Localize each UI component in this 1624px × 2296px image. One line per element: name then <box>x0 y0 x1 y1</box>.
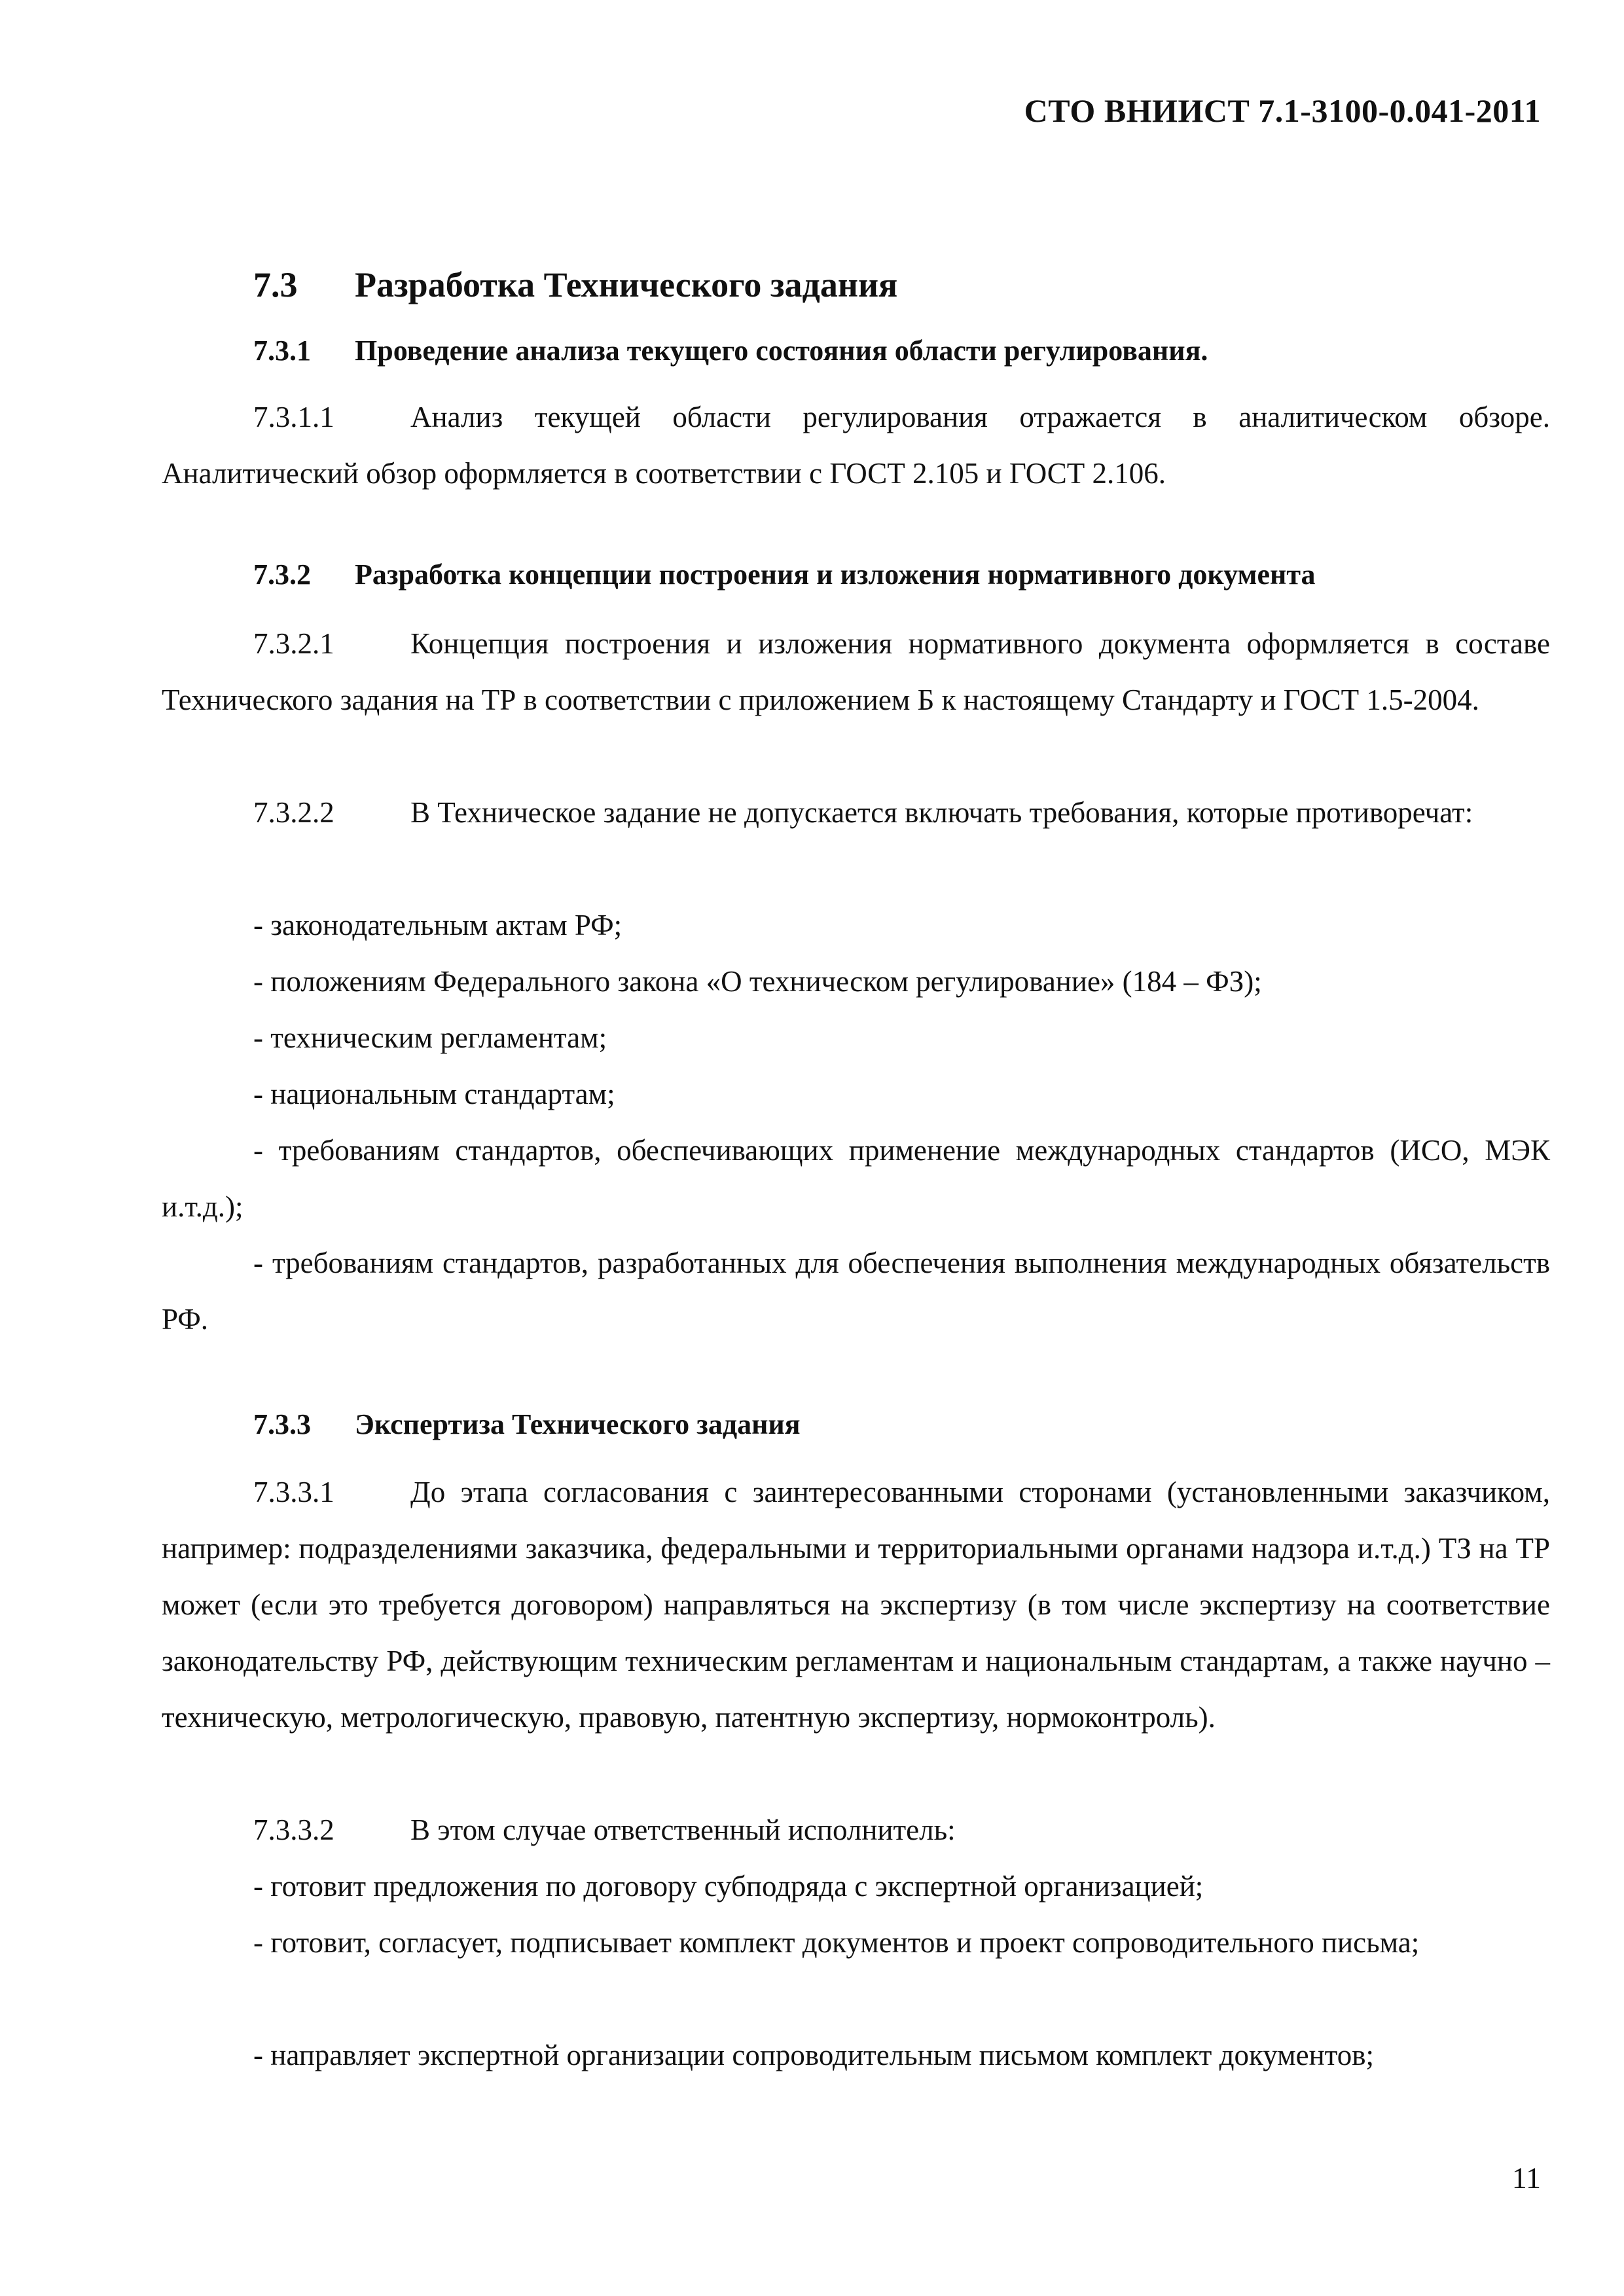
list-item: - готовит, согласует, подписывает комплект документов и проект сопроводительного письма; <box>253 1926 1420 1959</box>
list-item: - законодательным актам РФ; <box>253 909 623 941</box>
list-item: - готовит предложения по договору субподряда с экспертной организацией; <box>253 1870 1204 1903</box>
paragraph-7332 <box>162 1802 1550 1858</box>
paragraph-text: В этом случае ответственный исполнитель: <box>410 1813 956 1846</box>
subsection-number: 7.3.3 <box>253 1408 311 1440</box>
paragraph-7322 <box>162 784 1550 841</box>
section-heading <box>253 264 897 305</box>
paragraph-number: 7.3.2.2 <box>253 796 334 829</box>
page-number: 11 <box>1511 2161 1541 2195</box>
paragraph-text: Анализ текущей области регулирования отражается в аналитическом обзоре. Аналитический обзор оформляется в соответствии с ГОСТ 2.105 и ГОСТ 2.106. <box>162 401 1550 490</box>
subsection-title: Разработка концепции построения и изложения нормативного документа <box>355 558 1316 591</box>
paragraph-number: 7.3.1.1 <box>253 401 334 433</box>
paragraph-number: 7.3.3.1 <box>253 1476 334 1508</box>
section-number: 7.3 <box>253 265 298 304</box>
list-item: - положениям Федерального закона «О техническом регулирование» (184 – ФЗ); <box>253 965 1262 998</box>
paragraph-text: До этапа согласования с заинтересованными сторонами (установленными заказчиком, например: подразделениями заказчика, федеральными и территориальными органами надзора и.т.д.) ТЗ на ТР может (если это требуется договором) направляться на экспертизу (в том числе экспертизу на соответствие законодательству РФ, действующим техническим регламентам и национальным стандартам, а также научно – техническую, метрологическую, правовую, патентную экспертизу, нормоконтроль). <box>162 1476 1550 1734</box>
paragraph-7311 <box>162 389 1550 501</box>
list-item: - национальным стандартам; <box>253 1078 615 1110</box>
paragraph-7321 <box>162 615 1550 728</box>
paragraph-number: 7.3.2.1 <box>253 627 334 660</box>
subsection-heading-733 <box>253 1408 801 1441</box>
subsection-heading-732 <box>253 558 1316 591</box>
paragraph-number: 7.3.3.2 <box>253 1813 334 1846</box>
list-item: - требованиям стандартов, обеспечивающих применение международных стандартов (ИСО, МЭК и.т.д.); <box>162 1134 1550 1223</box>
list-item: - техническим регламентам; <box>253 1021 607 1054</box>
subsection-title: Экспертиза Технического задания <box>355 1408 801 1440</box>
subsection-number: 7.3.1 <box>253 335 311 367</box>
subsection-title: Проведение анализа текущего состояния области регулирования. <box>355 335 1208 367</box>
paragraph-text: Концепция построения и изложения нормативного документа оформляется в составе Технического задания на ТР в соответствии с приложением Б к настоящему Стандарту и ГОСТ 1.5-2004. <box>162 627 1550 716</box>
section-title: Разработка Технического задания <box>355 265 898 304</box>
list-item: - направляет экспертной организации сопроводительным письмом комплект документов; <box>253 2039 1374 2071</box>
subsection-number: 7.3.2 <box>253 558 311 591</box>
paragraph-7331 <box>162 1464 1550 1745</box>
list-item: - требованиям стандартов, разработанных для обеспечения выполнения международных обязательств РФ. <box>162 1247 1550 1336</box>
subsection-heading-731 <box>253 334 1208 367</box>
paragraph-text: В Техническое задание не допускается включать требования, которые противоречат: <box>410 796 1473 829</box>
document-code: СТО ВНИИСТ 7.1-3100-0.041-2011 <box>1024 92 1541 129</box>
